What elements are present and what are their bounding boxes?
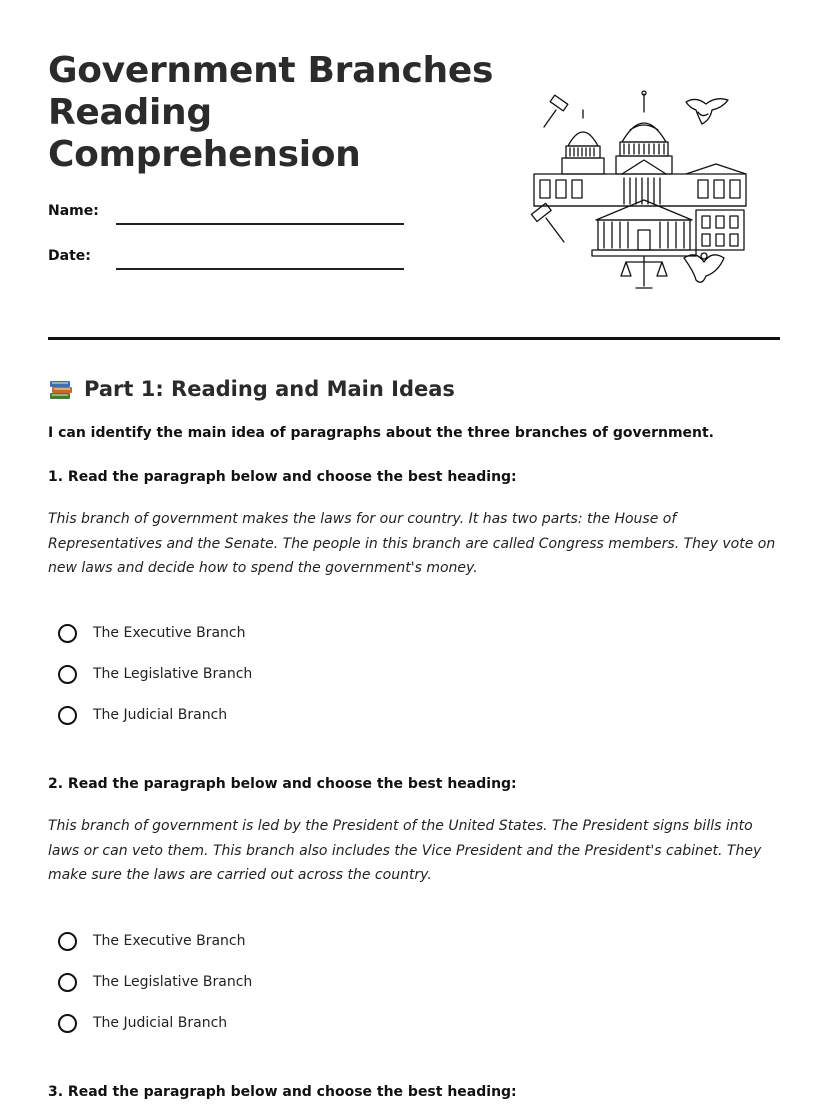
option-label: The Legislative Branch bbox=[93, 974, 253, 990]
question-1-passage: This branch of government makes the laws for our country. It has two parts: the House of Representatives and the Senate. The people in this branch are called Congress members. They vote on new laws and decide how to spend the government's money. bbox=[48, 511, 776, 576]
radio-button[interactable] bbox=[58, 665, 77, 684]
option-label: The Judicial Branch bbox=[93, 1015, 228, 1031]
date-line[interactable] bbox=[116, 268, 404, 270]
question-1-title: 1. Read the paragraph below and choose the best heading: bbox=[48, 469, 517, 485]
title-line-1: Government Branches bbox=[48, 50, 494, 91]
eagle-icon bbox=[686, 99, 728, 124]
q2-option-legislative[interactable] bbox=[58, 970, 252, 994]
q1-option-executive[interactable] bbox=[58, 621, 245, 645]
books-icon bbox=[48, 376, 74, 402]
main-building bbox=[534, 160, 746, 206]
gavel-icon bbox=[544, 95, 568, 127]
radio-button[interactable] bbox=[58, 706, 77, 725]
question-2-title: 2. Read the paragraph below and choose the best heading: bbox=[48, 776, 517, 792]
q2-option-judicial[interactable] bbox=[58, 1011, 227, 1035]
left-dome bbox=[562, 110, 604, 174]
title-line-2: Reading bbox=[48, 92, 212, 133]
option-label: The Executive Branch bbox=[93, 625, 246, 641]
radio-button[interactable] bbox=[58, 1014, 77, 1033]
radio-button[interactable] bbox=[58, 973, 77, 992]
option-label: The Legislative Branch bbox=[93, 666, 253, 682]
page-title bbox=[48, 50, 518, 176]
q2-option-executive[interactable] bbox=[58, 929, 245, 953]
radio-button[interactable] bbox=[58, 932, 77, 951]
date-field[interactable] bbox=[48, 248, 408, 278]
name-field[interactable] bbox=[48, 203, 408, 233]
gavel-lower-icon bbox=[531, 203, 564, 242]
question-3-title: 3. Read the paragraph below and choose the best heading: bbox=[48, 1084, 517, 1100]
capitol-building-illustration bbox=[526, 90, 756, 295]
name-line[interactable] bbox=[116, 223, 404, 225]
title-line-3: Comprehension bbox=[48, 134, 361, 175]
part-1-title: Part 1: Reading and Main Ideas bbox=[84, 377, 455, 401]
date-label: Date: bbox=[48, 248, 91, 264]
section-divider bbox=[48, 337, 780, 340]
eagle-lower-icon bbox=[684, 253, 724, 282]
option-label: The Judicial Branch bbox=[93, 707, 228, 723]
scales-icon bbox=[621, 256, 667, 288]
q1-option-judicial[interactable] bbox=[58, 703, 227, 727]
part-1-heading bbox=[48, 374, 455, 404]
learning-objective: I can identify the main idea of paragraphs about the three branches of government. bbox=[48, 425, 715, 441]
name-label: Name: bbox=[48, 203, 99, 219]
q1-option-legislative[interactable] bbox=[58, 662, 252, 686]
radio-button[interactable] bbox=[58, 624, 77, 643]
option-label: The Executive Branch bbox=[93, 933, 246, 949]
courthouse bbox=[592, 200, 744, 256]
question-2-passage: This branch of government is led by the President of the United States. The President signs bills into laws or can veto them. This branch also includes the Vice President and the President's cabinet. They make sure the laws are carried out across the country. bbox=[48, 818, 762, 883]
central-dome bbox=[616, 91, 672, 174]
